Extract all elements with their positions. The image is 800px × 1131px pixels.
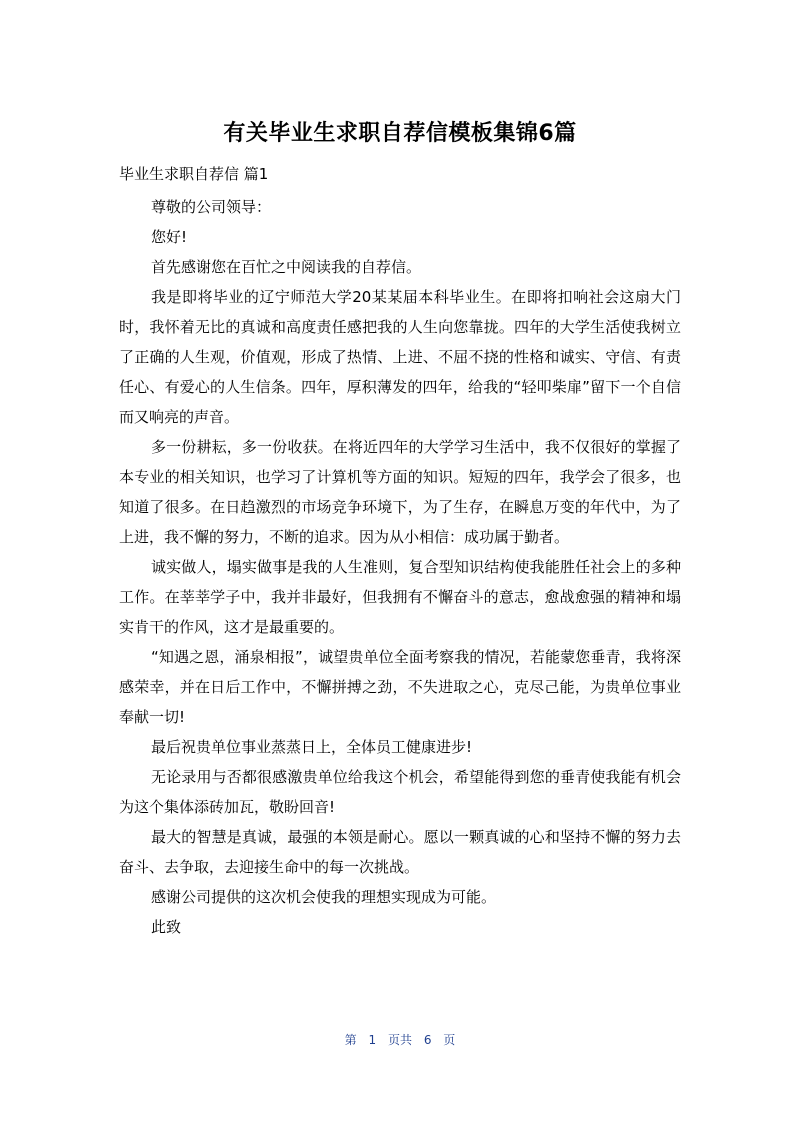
paragraph: 尊敬的公司领导： xyxy=(151,198,272,216)
paragraph: 感谢公司提供的这次机会使我的理想实现成为可能。 xyxy=(151,888,497,906)
letter-body xyxy=(119,192,681,942)
page-number: 1 xyxy=(368,1033,377,1047)
paragraph: “知遇之恩，涌泉相报”，诚望贵单位全面考察我的情况，若能蒙您垂青，我将深感荣幸，并在日后工作中，不懈拼搏之劲，不失进取之心，克尽己能，为贵单位事业奉献一切! xyxy=(119,648,681,726)
page-middle: 页共 xyxy=(387,1033,412,1047)
paragraph: 多一份耕耘，多一份收获。在将近四年的大学学习生活中，我不仅很好的掌握了本专业的相关知识，也学习了计算机等方面的知识。短短的四年，我学会了很多，也知道了很多。在日趋激烈的市场竞争环境下，为了生存，在瞬息万变的年代中，为了上进，我不懈的努力，不断的追求。因为从小相信：成功属于勤者。 xyxy=(119,438,681,546)
paragraph: 无论录用与否都很感激贵单位给我这个机会，希望能得到您的垂青使我能有机会为这个集体添砖加瓦，敬盼回音! xyxy=(119,768,681,816)
paragraph: 诚实做人，塌实做事是我的人生准则，复合型知识结构使我能胜任社会上的多种工作。在莘莘学子中，我并非最好，但我拥有不懈奋斗的意志，愈战愈强的精神和塌实肯干的作风，这才是最重要的。 xyxy=(119,558,681,636)
paragraph: 此致 xyxy=(151,918,182,936)
page-footer xyxy=(0,1030,800,1050)
paragraph: 您好! xyxy=(151,228,188,246)
paragraph: 我是即将毕业的辽宁师范大学20某某届本科毕业生。在即将扣响社会这扇大门时，我怀着无比的真诚和高度责任感把我的人生向您靠拢。四年的大学生活使我树立了正确的人生观，价值观，形成了热情、上进、不屈不挠的性格和诚实、守信、有责任心、有爱心的人生信条。四年，厚积薄发的四年，给我的“轻叩柴扉”留下一个自信而又响亮的声音。 xyxy=(119,288,681,426)
document-title: 有关毕业生求职自荐信模板集锦6篇 xyxy=(223,121,577,146)
total-pages: 6 xyxy=(423,1033,432,1047)
paragraph: 最后祝贵单位事业蒸蒸日上，全体员工健康进步! xyxy=(151,738,473,756)
paragraph: 首先感谢您在百忙之中阅读我的自荐信。 xyxy=(151,258,422,276)
section-subtitle: 毕业生求职自荐信 篇1 xyxy=(119,165,269,183)
page-suffix: 页 xyxy=(443,1033,456,1047)
paragraph: 最大的智慧是真诚，最强的本领是耐心。愿以一颗真诚的心和坚持不懈的努力去奋斗、去争取，去迎接生命中的每一次挑战。 xyxy=(119,828,681,876)
page-prefix: 第 xyxy=(344,1033,357,1047)
